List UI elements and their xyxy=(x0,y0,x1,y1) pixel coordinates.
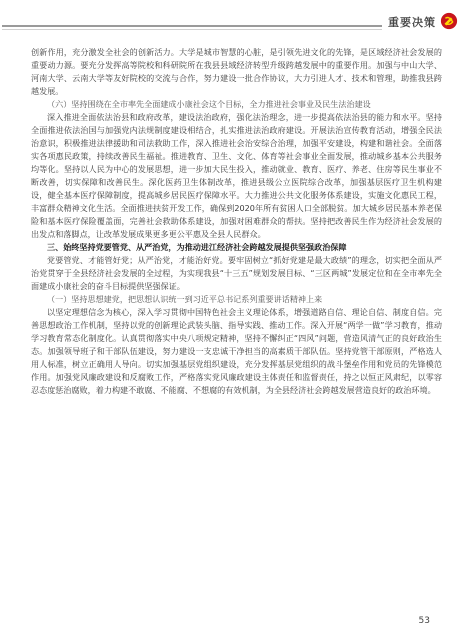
subheading: （一）坚持思想建党，把思想认识统一到习近平总书记系列重要讲话精神上来 xyxy=(47,294,323,304)
section-title: 重要决策 xyxy=(382,14,436,30)
party-emblem-icon xyxy=(440,12,458,30)
article-body xyxy=(31,46,442,397)
page-header xyxy=(0,0,468,34)
header-rule xyxy=(2,25,382,27)
paragraph: 党要管党、才能管好党；从严治党，才能治好党。要牢固树立“抓好党建是最大政绩”的理念，切实把全面从严治党贯穿于全县经济社会发展的全过程，为实现我县“十三五”规划发展目标、“三区两城”发展定位和在全市率先全面建成小康社会的奋斗目标提供坚强保证。 xyxy=(31,255,442,291)
section-heading: 三、始终坚持党要管党、从严治党，为推动进江经济社会跨越发展提供坚强政治保障 xyxy=(47,242,347,252)
paragraph: 深入推进全面依法治县和政府改革，建设法治政府，强化法治理念，进一步提高依法治县的能力和水平。坚持全面推进依法治国与加强党内法规制度建设相结合，扎实推进法治政府建设。开展法治宣传教育活动，增强全民法治意识，积极推进法律援助和司法救助工作，深入推进社会治安综合治理，加强平安建设，构建和谐社会。全面落实各项惠民政策，持续改善民生福祉。推进教育、卫生、文化、体育等社会事业全面发展，推动城乡基本公共服务均等化。坚持以人民为中心的发展思想，进一步加大民生投入，推动就业、教育、医疗、养老、住房等民生事业不断改善，切实保障和改善民生。深化医药卫生体制改革，推进县级公立医院综合改革，加强基层医疗卫生机构建设，健全基本医疗保障制度，提高城乡居民医疗保障水平。大力推进公共文化服务体系建设，实施文化惠民工程，丰富群众精神文化生活。全面推进扶贫开发工作，确保到2020年所有贫困人口全部脱贫。加大城乡居民基本养老保险和基本医疗保险覆盖面，完善社会救助体系建设，加强对困难群众的帮扶。坚持把改善民生作为经济社会发展的出发点和落脚点，让改革发展成果更多更公平惠及全县人民群众。 xyxy=(31,112,442,239)
paragraph: 以坚定理想信念为核心，深入学习贯彻中国特色社会主义理论体系，增强道路自信、理论自信、制度自信。完善思想政治工作机制，坚持以党的创新理论武装头脑、指导实践、推动工作。深入开展“两学一做”学习教育，推动学习教育常态化制度化。认真贯彻落实中央八项规定精神，坚持不懈纠正“四风”问题，营造风清气正的良好政治生态。加强领导班子和干部队伍建设，努力建设一支忠诚干净担当的高素质干部队伍。坚持党管干部原则，严格选人用人标准，树立正确用人导向。切实加强基层党组织建设，充分发挥基层党组织的战斗堡垒作用和党员的先锋模范作用。加强党风廉政建设和反腐败工作，严格落实党风廉政建设主体责任和监督责任，持之以恒正风肃纪，以零容忍态度惩治腐败，着力构建不敢腐、不能腐、不想腐的有效机制，为全县经济社会跨越发展营造良好的政治环境。 xyxy=(31,307,442,395)
paragraph: 创新作用，充分激发全社会的创新活力。大学是城市智慧的心脏，是引领先进文化的先锋，是区域经济社会发展的重要动力源。要充分发挥高等院校和科研院所在我县县域经济转型升级跨越发展中的重要作用。加强与中山大学、河南大学、云南大学等友好院校的交流与合作，努力建设一批合作协议，大力引进人才、技术和管理，助推我县跨越发展。 xyxy=(31,47,442,96)
page-number: 53 xyxy=(418,616,430,626)
subheading: （六）坚持围绕在全市率先全面建成小康社会这个目标，全力推进社会事业及民生法治建设 xyxy=(47,99,371,109)
header-rule-thin xyxy=(2,29,382,30)
